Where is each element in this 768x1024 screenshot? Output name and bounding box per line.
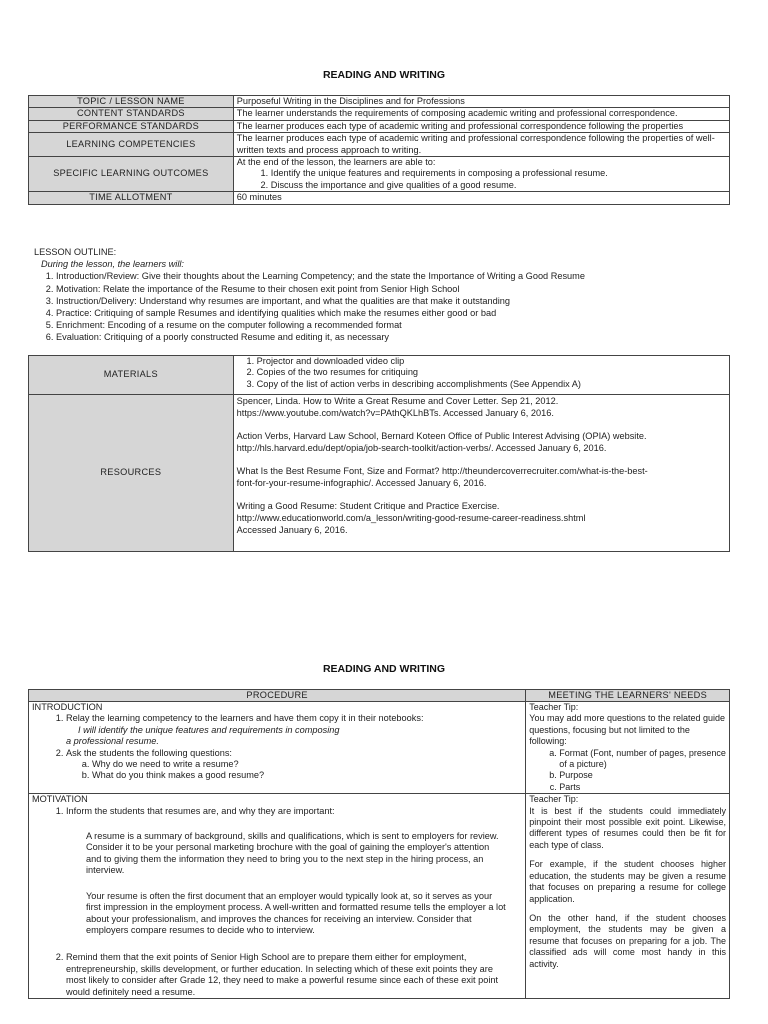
competency-quote: a professional resume. xyxy=(66,736,159,747)
procedure-header: PROCEDURE xyxy=(29,690,526,702)
resource-link[interactable]: http://www.educationworld.com/a_lesson/writing-good-resume-career-readiness.shtml xyxy=(236,513,586,523)
resource-entry: Action Verbs, Harvard Law School, Bernard Koteen Office of Public Interest Advising (OPIA) website. xyxy=(236,431,647,441)
table-row xyxy=(29,794,730,999)
materials-resources-table xyxy=(28,355,730,552)
learning-outcomes-value xyxy=(233,157,729,192)
list-item: 2. Motivation: Relate the importance of the Resume to their chosen exit point from Senior High School xyxy=(56,283,734,295)
list-item: 1. Projector and downloaded video clip xyxy=(257,356,726,367)
content-standards-value: The learner understands the requirements of composing academic writing and professional correspondence. xyxy=(233,108,729,120)
learning-competencies-value: The learner produces each type of academic writing and professional correspondence following the properties of well-written texts and process approach to writing. xyxy=(233,133,729,157)
procedure-table xyxy=(28,689,730,999)
list-item: 1. Identify the unique features and requirements in composing a professional resume. xyxy=(271,168,726,179)
list-item: Inform the students that resumes are, and why they are important: xyxy=(66,805,335,816)
list-item: c. Parts xyxy=(559,782,726,793)
lesson-outline xyxy=(34,246,734,344)
page-title: READING AND WRITING xyxy=(322,663,446,675)
list-item: 4. Practice: Critiquing of sample Resumes and identifying qualities which make the resumes either good or bad xyxy=(56,307,734,319)
resource-entry: Accessed January 6, 2016. xyxy=(236,525,348,535)
performance-standards-label: PERFORMANCE STANDARDS xyxy=(29,120,234,132)
section-heading: MOTIVATION xyxy=(32,794,88,805)
resume-definition-paragraph: A resume is a summary of background, skills and qualifications, which is sent to employers for review. Consider it to be your personal marketing brochure with the goal of gaining the employer's attention and to giving them the information they need to bring you to the next step in the hiring process, an interview. xyxy=(86,831,499,876)
list-item: 3. Copy of the list of action verbs in describing accomplishments (See Appendix A) xyxy=(257,379,726,390)
learners-needs-header: MEETING THE LEARNERS' NEEDS xyxy=(526,690,730,702)
introduction-tip-cell xyxy=(526,702,730,794)
tip-text: For example, if the student chooses higher education, the students may be given a resume that focuses on preparing a resume for college application. xyxy=(529,859,726,904)
resource-link[interactable]: https://www.youtube.com/watch?v=PAthQKLhBTs. Accessed January 6, 2016. xyxy=(236,408,554,418)
list-item: 2. Discuss the importance and give qualities of a good resume. xyxy=(271,180,726,191)
introduction-cell xyxy=(29,702,526,794)
lesson-info-table xyxy=(28,95,730,205)
section-heading: INTRODUCTION xyxy=(32,702,103,712)
table-row xyxy=(29,192,730,204)
table-row xyxy=(29,356,730,395)
motivation-tip-cell xyxy=(526,794,730,999)
topic-value: Purposeful Writing in the Disciplines and for Professions xyxy=(233,96,729,108)
materials-value xyxy=(233,356,729,395)
resource-entry: Writing a Good Resume: Student Critique and Practice Exercise. xyxy=(236,501,500,511)
list-item: 6. Evaluation: Critiquing of a poorly constructed Resume and editing it, as necessary xyxy=(56,331,734,343)
materials-label: MATERIALS xyxy=(29,356,234,395)
resource-entry: Spencer, Linda. How to Write a Great Resume and Cover Letter. Sep 21, 2012. xyxy=(236,396,559,406)
topic-label: TOPIC / LESSON NAME xyxy=(29,96,234,108)
table-row xyxy=(29,120,730,132)
list-item: 5. Enrichment: Encoding of a resume on the computer following a recommended format xyxy=(56,319,734,331)
resume-importance-paragraph: Your resume is often the first document that an employer would typically look at, so it serves as your first impression in the employment process. A well-written and formatted resume tells the employer a lot about your professionalism, and improves the chances for receiving an interview. Consider that employers compare resumes to decide who to interview. xyxy=(86,890,506,935)
list-item: Relay the learning competency to the learners and have them copy it in their notebooks: xyxy=(66,713,424,724)
time-allotment-value: 60 minutes xyxy=(233,192,729,204)
list-item: 3. Instruction/Delivery: Understand why resumes are important, and what the qualities are that make it outstanding xyxy=(56,295,734,307)
performance-standards-value: The learner produces each type of academic writing and professional correspondence following the properties xyxy=(233,120,729,132)
tip-label: Teacher Tip: xyxy=(529,794,579,805)
list-item: 2. Copies of the two resumes for critiquing xyxy=(257,367,726,378)
content-standards-label: CONTENT STANDARDS xyxy=(29,108,234,120)
resource-link[interactable]: font-for-your-resume-infographic/. Accessed January 6, 2016. xyxy=(236,478,487,488)
list-item: b. What do you think makes a good resume? xyxy=(92,770,522,781)
resource-entry[interactable]: What Is the Best Resume Font, Size and Format? http://theundercoverrecruiter.com/what-is-the-best- xyxy=(236,466,648,476)
outline-subheading: During the lesson, the learners will: xyxy=(41,259,184,270)
table-row xyxy=(29,108,730,120)
page-title: READING AND WRITING xyxy=(322,69,446,81)
list-item: 1. Introduction/Review: Give their thoughts about the Learning Competency; and the state the Importance of Writing a Good Resume xyxy=(56,270,734,282)
list-item: b. Purpose xyxy=(559,770,726,781)
list-item: Ask the students the following questions: xyxy=(66,747,232,758)
table-row xyxy=(29,395,730,552)
time-allotment-label: TIME ALLOTMENT xyxy=(29,192,234,204)
tip-text: It is best if the students could immediately pinpoint their most possible exit point. Likewise, different types of resumes could then be fit for each type of class. xyxy=(529,805,726,850)
motivation-cell xyxy=(29,794,526,999)
tip-text: On the other hand, if the student chooses employment, the students may be given a resume that focuses on preparing for a job. The classified ads will come most handy in this activity. xyxy=(529,912,726,969)
learning-competencies-label: LEARNING COMPETENCIES xyxy=(29,133,234,157)
list-item: 2. Remind them that the exit points of Senior High School are to prepare them either for employment, entrepreneurship, skills development, or further education. In selecting which of these exit points they are most likely to consider after Grade 12, they need to make a powerful resume since each of these exit point would definitely need a resume. xyxy=(66,952,500,998)
table-row xyxy=(29,133,730,157)
resources-label: RESOURCES xyxy=(29,395,234,552)
learning-outcomes-label: SPECIFIC LEARNING OUTCOMES xyxy=(29,157,234,192)
tip-text: You may add more questions to the related guide questions, focusing but not limited to the following: xyxy=(529,713,726,747)
outcomes-intro: At the end of the lesson, the learners are able to: xyxy=(236,157,436,168)
table-row xyxy=(29,702,730,794)
outline-heading: LESSON OUTLINE: xyxy=(34,247,117,257)
table-row xyxy=(29,157,730,192)
list-item: a. Why do we need to write a resume? xyxy=(92,759,522,770)
resources-value xyxy=(233,395,729,552)
tip-label: Teacher Tip: xyxy=(529,702,579,712)
list-item: a. Format (Font, number of pages, presence of a picture) xyxy=(559,748,726,771)
competency-quote: I will identify the unique features and requirements in composing xyxy=(78,724,340,735)
table-row xyxy=(29,96,730,108)
resource-link[interactable]: http://hls.harvard.edu/dept/opia/job-search-toolkit/action-verbs/. Accessed January 6, 2016. xyxy=(236,443,607,453)
table-header-row xyxy=(29,690,730,702)
